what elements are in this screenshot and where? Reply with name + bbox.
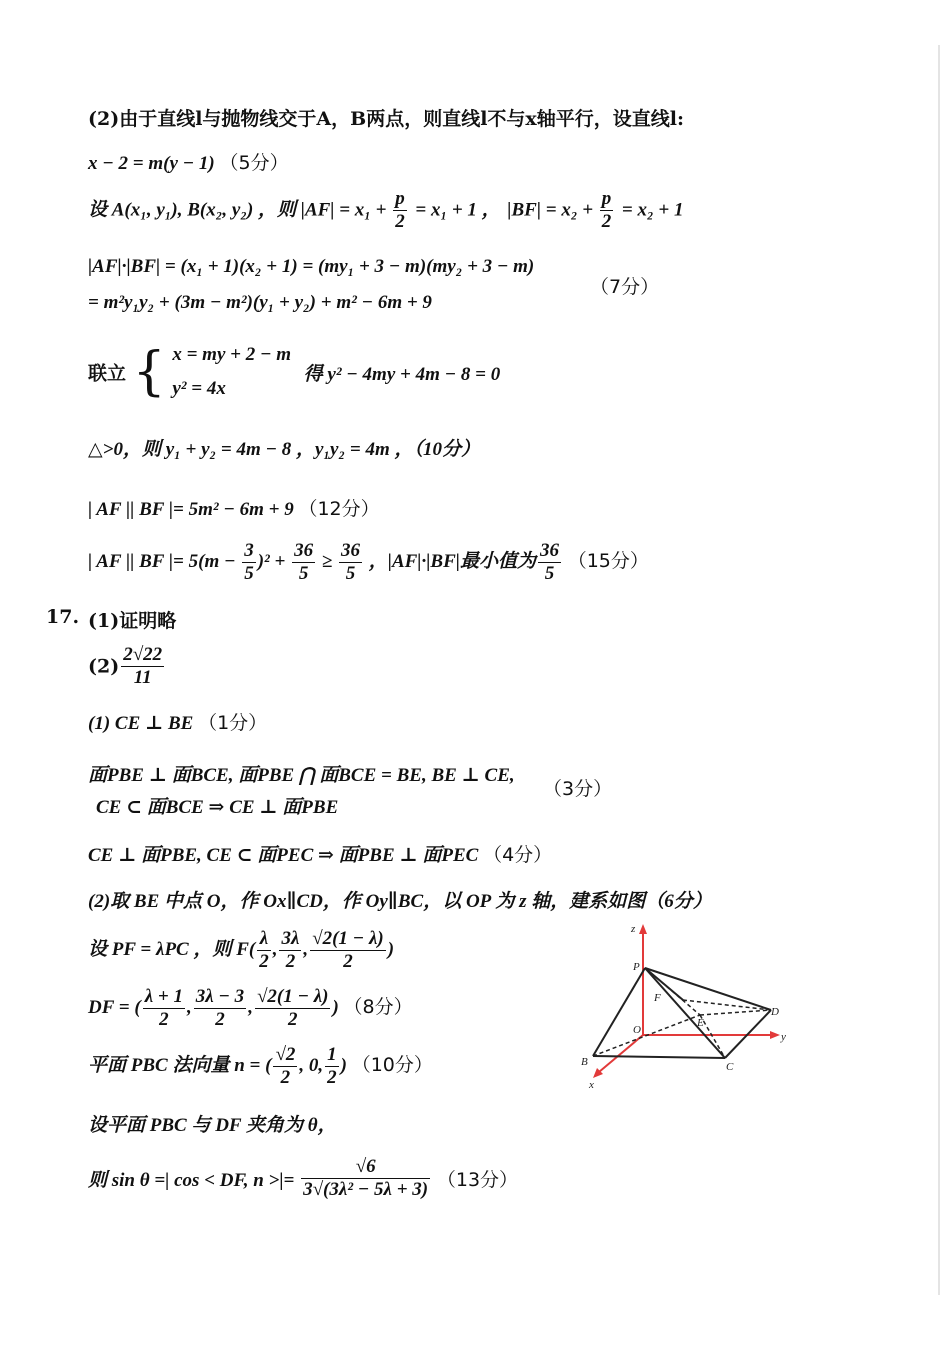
coord-system-line: (2)取 BE 中点 O，作 Ox∥CD，作 Oy∥BC，以 OP 为 z 轴，建系如图（6分） (88, 891, 712, 912)
df-z (255, 986, 331, 1031)
frac-num: √2(1 − λ) (312, 928, 384, 949)
angle-line: 设平面 PBC 与 DF 夹角为 θ， (88, 1115, 337, 1136)
zero-comp: , 0, (299, 1054, 324, 1076)
figure-labels (581, 923, 786, 1091)
bf-tail: = x₂ + 1 (621, 199, 684, 221)
frac-num: 36 (341, 540, 361, 561)
score-13: （13分） (436, 1169, 519, 1191)
y-axis-arrow-icon (770, 1031, 780, 1039)
label-x: x (589, 1079, 594, 1091)
line-eq-text: x − 2 = m(y − 1) (88, 153, 215, 174)
min-mid-3: ，|AF|·|BF|最小值为 (364, 550, 536, 572)
plane-line-1: 面PBE ⊥ 面BCE, 面PBE ⋂ 面BCE = BE, BE ⊥ CE, (88, 765, 515, 786)
frac-den: 2 (395, 211, 405, 232)
label-y: y (781, 1031, 786, 1043)
x-axis (599, 1035, 643, 1072)
score-7: （7分） (590, 276, 660, 298)
frac-num: √2(1 − λ) (256, 986, 329, 1007)
pf-line: 设 PF = λPC ，则 F( $\frac{\lambda}{2}$ , $\frac{3\lambda}{2}$ , $\frac{√2(1 - \lambda)}{2}$ ) (88, 928, 395, 972)
score-3: （3分） (543, 778, 613, 800)
normal-vector-line: 平面 PBC 法向量 n = ( $\frac{√2}{2}$ , 0, $\frac{1}{2}$ ) （10分） (88, 1044, 433, 1088)
min-head: | AF || BF |= 5(m − (88, 550, 241, 572)
frac-num: λ (257, 928, 271, 951)
sqrt2-frac (310, 928, 386, 973)
score-8: （8分） (343, 995, 413, 1018)
system-result: 得 y² − 4my + 4m − 8 = 0 (303, 363, 501, 385)
page-edge (938, 45, 940, 1295)
plane-line-3 (88, 840, 552, 867)
brace-icon: { (132, 342, 166, 402)
label-f: F (654, 992, 661, 1004)
af-tail: = x₁ + 1 ， (415, 199, 501, 221)
z-axis-arrow-icon (639, 924, 647, 934)
df-head: DF = ( (88, 996, 141, 1018)
sin-line (88, 1156, 518, 1201)
sqrt2-half (273, 1044, 297, 1089)
frac-den: 5 (298, 563, 309, 584)
delta-line: △>0，则 y₁ + y₂ = 4m − 8 ，y₁y₂ = 4m ，（10分） (88, 439, 480, 460)
line-equation (88, 148, 289, 175)
one-half (325, 1044, 339, 1089)
frac-num: 3 (244, 540, 254, 561)
df-x (143, 986, 185, 1031)
frac-den: 2 (280, 1067, 291, 1088)
system-equations (172, 338, 291, 406)
lianli-label: 联立 (88, 362, 127, 385)
min-mid-2: ≥ (317, 550, 338, 572)
frac-den: 11 (133, 667, 152, 688)
p-over-2-b (600, 188, 614, 233)
sin-fraction (301, 1156, 430, 1201)
frac-den: 5 (345, 563, 356, 584)
frac-den: 2 (343, 951, 353, 972)
frac-num: λ + 1 (144, 986, 183, 1007)
lambda-half (257, 928, 271, 973)
pf-head: 设 PF = λPC ，则 F( (88, 938, 256, 960)
frac-den: 5 (544, 563, 555, 584)
df-line: DF = ( $\frac{\lambda + 1}{2}$ , $\frac{3\lambda - 3}{2}$ , $\frac{√2(1 - \lambda)}{2}$ ) （8分） (88, 986, 413, 1030)
edge-ed (700, 1010, 771, 1015)
normal-head: 平面 PBC 法向量 n = ( (88, 1054, 272, 1076)
36-fifths-b (339, 540, 362, 585)
frac-den: 2 (285, 951, 296, 972)
af-bf-expr: | AF || BF |= 5m² − 6m + 9 (88, 499, 294, 520)
frac-den: 2 (601, 211, 612, 232)
score-10: （10分） (351, 1053, 433, 1076)
frac-den: 2 (259, 951, 269, 972)
part2-intro: (2)由于直线l与抛物线交于A，B两点，则直线l不与x轴平行，设直线l: (88, 108, 684, 130)
score-15: （15分） (567, 549, 649, 572)
frac-num: 36 (294, 540, 314, 561)
q17-part1: (1)证明略 (88, 610, 177, 632)
pyramid-figure (575, 920, 795, 1092)
ce-be-line (88, 708, 267, 735)
frac-num: √2 (275, 1044, 296, 1065)
label-o: O (633, 1024, 641, 1036)
frac-den: 2 (215, 1009, 225, 1030)
frac-den: 2 (159, 1009, 169, 1030)
frac-num: √6 (301, 1156, 430, 1179)
bf-head: |BF| = x₂ + (507, 199, 598, 221)
system-eq-1: x = my + 2 − m (172, 344, 292, 365)
answer-fraction (121, 644, 164, 689)
frac-num: 3λ − 3 (195, 986, 245, 1007)
score-5: （5分） (219, 152, 289, 174)
edge-pb (593, 968, 645, 1056)
frac-den: 3√(3λ² − 5λ + 3) (303, 1179, 429, 1200)
score-12: （12分） (298, 498, 380, 520)
af-bf-line (88, 494, 380, 521)
label-c: C (726, 1061, 734, 1073)
frac-num: 1 (327, 1044, 337, 1065)
plane-line-3-text: CE ⊥ 面PBE, CE ⊂ 面PEC ⇒ 面PBE ⊥ 面PEC (88, 845, 479, 866)
score-1: （1分） (198, 712, 268, 734)
plane-line-2: CE ⊂ 面BCE ⇒ CE ⊥ 面PBE (96, 797, 339, 818)
product-line-2: = m²y₁y₂ + (3m − m²)(y₁ + y₂) + m² − 6m + 9 (88, 292, 432, 313)
solid-edges (593, 968, 771, 1058)
frac-num: 3λ (281, 928, 300, 949)
label-p: P (633, 961, 640, 973)
min-line (88, 540, 649, 585)
score-4: （4分） (483, 844, 553, 866)
36-fifths-a (292, 540, 315, 585)
system-line (88, 338, 500, 406)
system-eq-2: y² = 4x (172, 378, 226, 399)
frac-den: 2 (327, 1067, 337, 1088)
q17-2-label: (2) (88, 655, 120, 678)
36-fifths-c (538, 540, 561, 585)
label-b: B (581, 1056, 588, 1068)
set-ab-line (88, 188, 683, 233)
frac-den: 2 (287, 1009, 298, 1030)
frac-den: 5 (244, 563, 254, 584)
label-e: E (697, 1017, 704, 1029)
frac-num: p (395, 188, 405, 209)
edge-ec (700, 1015, 725, 1058)
label-z: z (631, 923, 636, 935)
ce-be-text: (1) CE ⊥ BE (88, 713, 194, 734)
frac-num: p (601, 188, 612, 209)
edge-bc (593, 1056, 725, 1058)
df-y (194, 986, 246, 1031)
question-17-number: 17. (46, 606, 80, 628)
sin-head: 则 sin θ =| cos < DF, n >|= (88, 1170, 300, 1191)
q17-part2-answer (88, 644, 166, 689)
product-line-1: |AF|·|BF| = (x₁ + 1)(x₂ + 1) = (my₁ + 3 − m)(my₂ + 3 − m) (88, 256, 535, 277)
three-lambda-half (279, 928, 301, 973)
p-over-2-a (393, 188, 407, 233)
frac-num: 36 (539, 540, 559, 561)
hidden-edges (593, 968, 771, 1058)
frac-num: 2√22 (123, 644, 163, 665)
min-mid-1: )² + (257, 550, 291, 572)
af-head: 设 A(x₁, y₁), B(x₂, y₂) ，则 |AF| = x₁ + (88, 199, 392, 221)
label-d: D (771, 1006, 779, 1018)
three-fifths (242, 540, 256, 585)
